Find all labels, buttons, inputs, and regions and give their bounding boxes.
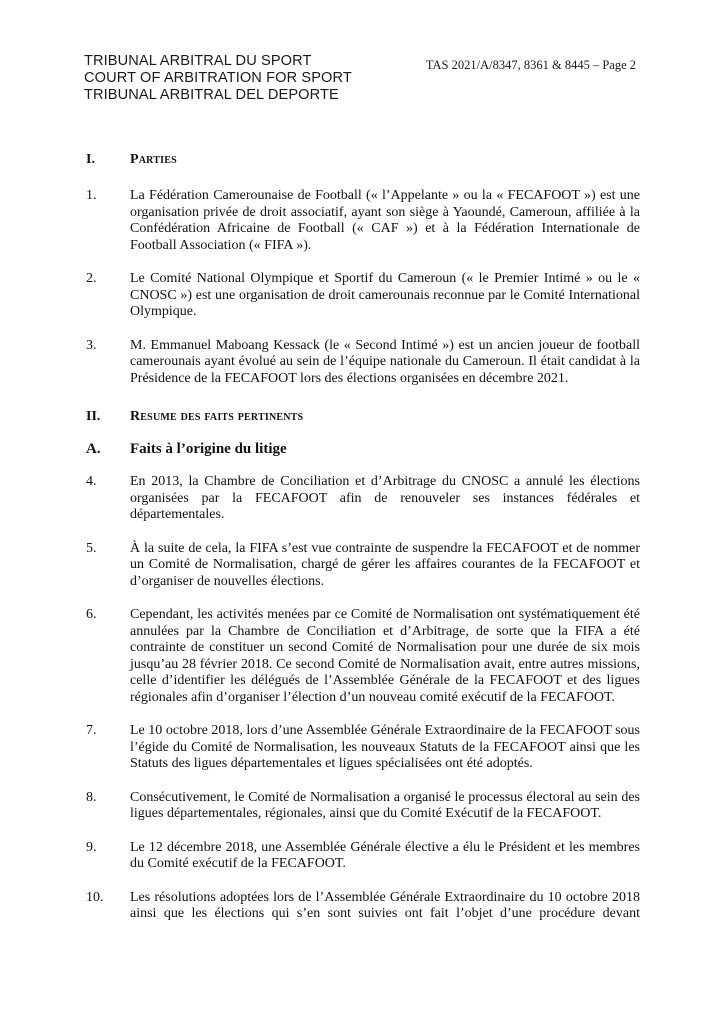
case-reference: TAS 2021/A/8347, 8361 & 8445 – Page 2 — [425, 58, 636, 72]
paragraph-6 — [86, 607, 640, 706]
court-name-es: TRIBUNAL ARBITRAL DEL DEPORTE — [84, 87, 339, 103]
paragraph-9 — [86, 840, 640, 873]
paragraph-number: 2. — [86, 271, 97, 286]
document-body — [86, 152, 640, 923]
paragraph-text: Les résolutions adoptées lors de l’Assemblée Générale Extraordinaire du 10 octobre 2018 ainsi que les élections qui s’en sont suivies ont fait l’objet d’une procédure devant — [130, 889, 640, 921]
subsection-number: A. — [86, 441, 101, 457]
paragraph-7 — [86, 723, 640, 773]
paragraph-number: 4. — [86, 474, 97, 489]
paragraph-text: Cependant, les activités menées par ce Comité de Normalisation ont systématiquement été annulées par la Chambre de Conciliation et d’Arbitrage, de sorte que la FIFA a été contrainte de constituer un second Comité de Normalisation pour une durée de six mois jusqu’au 28 février 2018. Ce second Comité de Normalisation avait, entre autres missions, celle d’identifier les délégués de l’Assemblée Générale de la FECAFOOT et des ligues régionales afin d’organiser l’élection d’un nouveau comité exécutif de la FECAFOOT. — [130, 607, 640, 705]
paragraph-number: 10. — [86, 889, 104, 905]
section-title: Resume des faits pertinents — [130, 409, 304, 424]
paragraph-text: En 2013, la Chambre de Conciliation et d’Arbitrage du CNOSC a annulé les élections organisées par la FECAFOOT afin de renouveler ses instances fédérales et départementales. — [130, 474, 640, 522]
paragraph-text: Consécutivement, le Comité de Normalisation a organisé le processus électoral au sein des ligues départementales, régionales, ainsi que du Comité Exécutif de la FECAFOOT. — [130, 789, 640, 821]
section-heading-faits — [86, 409, 640, 425]
section-number: II. — [86, 409, 101, 424]
court-name-en: COURT OF ARBITRATION FOR SPORT — [84, 70, 352, 86]
paragraph-text: Le 12 décembre 2018, une Assemblée Générale élective a élu le Président et les membres du Comité exécutif de la FECAFOOT. — [130, 839, 640, 871]
subsection-heading-a — [86, 441, 640, 458]
paragraph-number: 3. — [86, 337, 97, 353]
paragraph-number: 1. — [86, 188, 97, 203]
paragraph-number: 6. — [86, 607, 97, 622]
paragraph-text: La Fédération Camerounaise de Football (« l’Appelante » ou la « FECAFOOT ») est une organisation privée de droit associatif, ayant son siège à Yaoundé, Cameroun, affiliée à la Confédération Africaine de Football (« CAF ») et à la Fédération Internationale de Football Association (« FIFA »). — [130, 188, 640, 253]
section-number: I. — [86, 152, 95, 167]
section-heading-parties — [86, 152, 640, 168]
paragraph-8 — [86, 790, 640, 823]
court-name-block — [84, 53, 352, 104]
paragraph-text: Le Comité National Olympique et Sportif du Cameroun (« le Premier Intimé » ou le « CNOSC ») est une organisation de droit camerounais reconnue par le Comité International Olympique. — [130, 271, 640, 319]
paragraph-10 — [86, 890, 640, 923]
section-title: Parties — [130, 152, 177, 167]
paragraph-3 — [86, 338, 640, 388]
paragraph-number: 8. — [86, 789, 97, 805]
paragraph-text: À la suite de cela, la FIFA s’est vue contrainte de suspendre la FECAFOOT et de nommer un Comité de Normalisation, chargé de gérer les affaires courantes de la FECAFOOT et d’organiser de nouvelles élections. — [130, 540, 640, 589]
paragraph-5 — [86, 541, 640, 591]
paragraph-4 — [86, 474, 640, 524]
paragraph-2 — [86, 271, 640, 321]
paragraph-number: 9. — [86, 839, 97, 855]
paragraph-number: 7. — [86, 723, 97, 738]
paragraph-number: 5. — [86, 540, 97, 556]
subsection-title: Faits à l’origine du litige — [130, 441, 287, 457]
paragraph-text: Le 10 octobre 2018, lors d’une Assemblée Générale Extraordinaire de la FECAFOOT sous l’égide du Comité de Normalisation, les nouveaux Statuts de la FECAFOOT ainsi que les Statuts des ligues départementales et ligues spécialisées ont été adoptés. — [130, 723, 640, 771]
paragraph-1 — [86, 188, 640, 254]
court-name-fr: TRIBUNAL ARBITRAL DU SPORT — [84, 53, 312, 69]
paragraph-text: M. Emmanuel Maboang Kessack (le « Second Intimé ») est un ancien joueur de football camerounais ayant évolué au sein de l’équipe nationale du Cameroun. Il était candidat à la Présidence de la FECAFOOT lors des élections organisées en décembre 2021. — [130, 337, 640, 386]
